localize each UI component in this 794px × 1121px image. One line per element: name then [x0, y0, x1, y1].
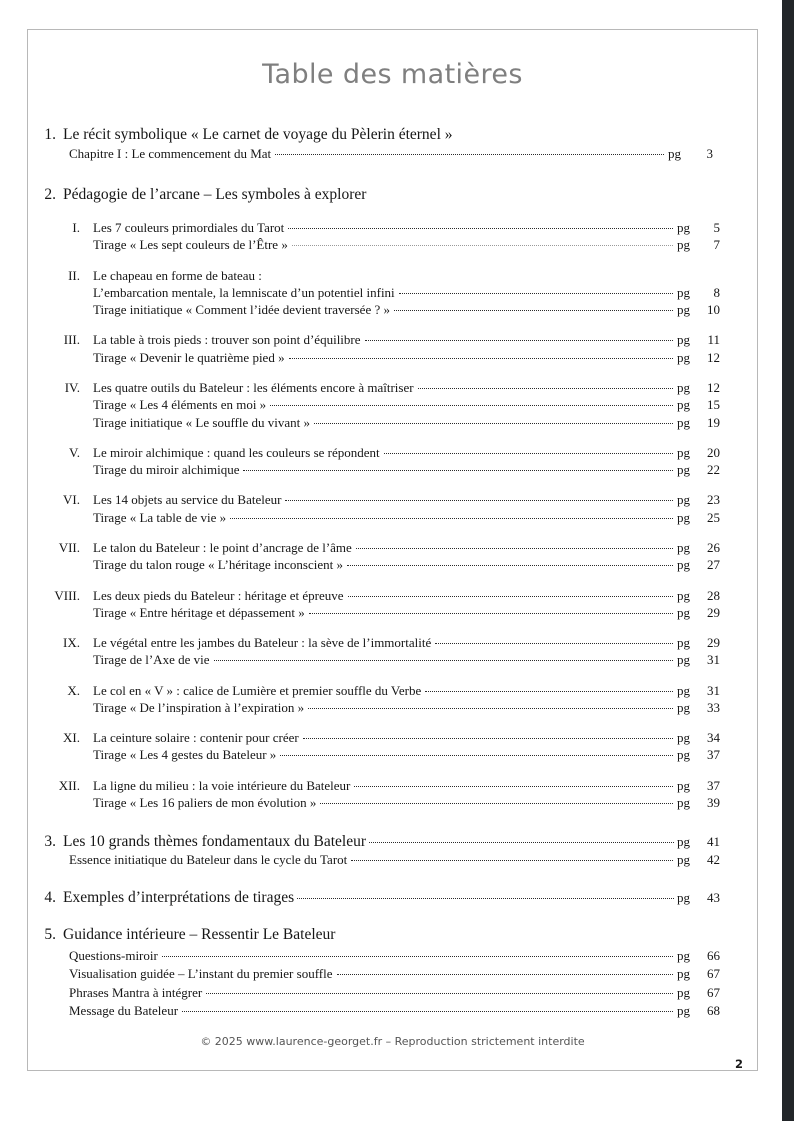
- page-number-value: 19: [707, 414, 720, 430]
- toc-entry-page: [677, 491, 720, 508]
- dot-leader: [369, 842, 674, 843]
- page-word: pg: [677, 889, 690, 905]
- toc-entry-label: Le chapeau en forme de bateau :: [93, 267, 262, 283]
- toc-entry[interactable]: [93, 682, 720, 699]
- page-number-value: 27: [707, 557, 720, 573]
- dot-leader: [289, 358, 673, 359]
- page-word: pg: [677, 332, 690, 348]
- toc-entry-page: [677, 587, 720, 604]
- page-word: pg: [677, 284, 690, 300]
- page-number-value: 3: [706, 146, 713, 161]
- toc-entry[interactable]: [93, 539, 720, 556]
- toc-entry[interactable]: [28, 146, 757, 162]
- toc-entry-label: Les quatre outils du Bateleur : les éléments encore à maîtriser: [93, 379, 414, 395]
- page-number-value: 67: [707, 984, 720, 1000]
- page-word: pg: [677, 492, 690, 508]
- dot-leader: [348, 596, 673, 597]
- toc-entry-page: [677, 947, 720, 965]
- toc-entry-label: La ligne du milieu : la voie intérieure du Bateleur: [93, 777, 351, 793]
- dot-leader: [275, 154, 664, 155]
- toc-entry[interactable]: [28, 1002, 757, 1020]
- dot-leader: [288, 228, 673, 229]
- toc-entry-label: Les 14 objets au service du Bateleur: [93, 492, 282, 508]
- list-item: [28, 777, 757, 812]
- toc-entry-label: Tirage du miroir alchimique: [93, 462, 240, 478]
- dot-leader: [308, 708, 673, 709]
- dot-leader: [347, 565, 673, 566]
- list-item: [28, 729, 757, 764]
- list-item: [28, 379, 757, 431]
- roman-numeral: XII.: [58, 777, 80, 793]
- section-number: 4.: [44, 888, 56, 906]
- toc-section-1: [28, 126, 757, 162]
- toc-entry-page: [677, 414, 720, 431]
- roman-item-lines: [80, 491, 757, 526]
- dot-leader: [337, 974, 673, 975]
- toc-entry-label: Tirage « Les sept couleurs de l’Être »: [93, 237, 288, 253]
- toc-entry-label: Tirage du talon rouge « L’héritage inconscient »: [93, 557, 343, 573]
- page-word: pg: [677, 237, 690, 253]
- page-word: pg: [677, 984, 690, 1000]
- toc-entry-label: Tirage « De l’inspiration à l’expiration »: [93, 699, 305, 715]
- dot-leader: [418, 388, 673, 389]
- section-title: Exemples d’interprétations de tirages: [63, 888, 295, 906]
- page-word: pg: [668, 146, 681, 161]
- toc-entry-label: Le col en « V » : calice de Lumière et premier souffle du Verbe: [93, 682, 422, 698]
- roman-numeral: IV.: [64, 379, 80, 395]
- page-number-value: 31: [707, 652, 720, 668]
- toc-entry-page: [677, 349, 720, 366]
- page-title: Table des matières: [262, 59, 523, 90]
- toc-entry[interactable]: [93, 284, 720, 301]
- toc-entry-label: Questions-miroir: [69, 947, 158, 963]
- page-word: pg: [677, 730, 690, 746]
- dot-leader: [435, 643, 673, 644]
- roman-item-lines: [80, 444, 757, 479]
- page-number-value: 29: [707, 604, 720, 620]
- list-item: [28, 444, 757, 479]
- toc-entry-label: Tirage initiatique « Le souffle du vivant »: [93, 414, 310, 430]
- page-word: pg: [677, 652, 690, 668]
- toc-entry-label: Les 7 couleurs primordiales du Tarot: [93, 220, 285, 235]
- section-title: Les 10 grands thèmes fondamentaux du Bateleur: [63, 833, 367, 851]
- section-heading: [28, 126, 757, 144]
- dot-leader: [285, 500, 673, 501]
- page-word: pg: [677, 699, 690, 715]
- toc-entry-page: [677, 890, 720, 906]
- toc-entry-page: [677, 777, 720, 794]
- toc-entry-page: [677, 729, 720, 746]
- page-word: pg: [677, 635, 690, 651]
- toc-entry[interactable]: [93, 604, 720, 621]
- page-number-value: 15: [707, 397, 720, 413]
- toc-entry[interactable]: [93, 746, 720, 763]
- toc-entry[interactable]: [28, 965, 757, 983]
- page-number-value: 12: [707, 349, 720, 365]
- toc-entry-page: [677, 331, 720, 348]
- toc-entry-label: Tirage de l’Axe de vie: [93, 652, 210, 668]
- dot-leader: [399, 293, 673, 294]
- toc-entry[interactable]: [93, 301, 720, 318]
- roman-item-lines: [80, 219, 757, 254]
- toc-entry-label: Tirage « Entre héritage et dépassement »: [93, 604, 305, 620]
- dot-leader: [320, 803, 673, 804]
- toc-entry-label: Tirage « Les 16 paliers de mon évolution »: [93, 795, 317, 811]
- list-item: [28, 219, 757, 254]
- roman-item-lines: [80, 539, 757, 574]
- page-number-value: 25: [707, 509, 720, 525]
- roman-numeral: II.: [68, 267, 80, 283]
- page-word: pg: [677, 509, 690, 525]
- roman-numeral: IX.: [63, 635, 80, 651]
- dot-leader: [280, 755, 673, 756]
- page-word: pg: [677, 557, 690, 573]
- dot-leader: [314, 423, 673, 424]
- page-number-value: 37: [707, 777, 720, 793]
- roman-numeral-list: [28, 219, 757, 811]
- roman-item-lines: [80, 729, 757, 764]
- document-page: [27, 29, 758, 1071]
- toc-entry-label: Essence initiatique du Bateleur dans le cycle du Tarot: [69, 852, 348, 868]
- page-number-value: 66: [707, 947, 720, 963]
- toc-entry[interactable]: [93, 699, 720, 716]
- toc-entry-page: [677, 379, 720, 396]
- page-number-value: 42: [707, 852, 720, 868]
- toc-entry-page: [677, 556, 720, 573]
- roman-item-lines: [80, 634, 757, 669]
- toc-entry-page: [677, 699, 720, 716]
- toc-entry-page: [677, 461, 720, 478]
- list-item: [28, 682, 757, 717]
- toc-entry[interactable]: [93, 236, 720, 253]
- page-number-value: 26: [707, 539, 720, 555]
- section-title: Pédagogie de l’arcane – Les symboles à explorer: [63, 186, 367, 203]
- toc-entry[interactable]: [93, 414, 720, 431]
- page-word: pg: [677, 747, 690, 763]
- page-number-value: 5: [713, 220, 720, 235]
- toc-entry-label: Le miroir alchimique : quand les couleurs se répondent: [93, 444, 380, 460]
- dot-leader: [230, 518, 673, 519]
- toc-entry-label: La table à trois pieds : trouver son point d’équilibre: [93, 332, 361, 348]
- dot-leader: [206, 993, 673, 994]
- page-number-value: 8: [713, 284, 720, 300]
- toc-entry-page: [677, 851, 720, 869]
- toc-entry-label: Tirage « Les 4 gestes du Bateleur »: [93, 747, 277, 763]
- roman-item-lines: [80, 587, 757, 622]
- dot-leader: [303, 738, 673, 739]
- roman-item-lines: [80, 331, 757, 366]
- toc-entry[interactable]: [93, 219, 720, 236]
- roman-numeral: VII.: [58, 539, 80, 555]
- toc-entry-label: Visualisation guidée – L’instant du premier souffle: [69, 966, 333, 982]
- page-word: pg: [677, 462, 690, 478]
- toc-entry-page: [677, 604, 720, 621]
- toc-entry-page: [677, 746, 720, 763]
- dot-leader: [354, 786, 673, 787]
- section-heading: [28, 186, 757, 204]
- page-word: pg: [677, 966, 690, 982]
- dot-leader: [270, 405, 673, 406]
- toc-entry-page: [677, 634, 720, 651]
- section-heading: [28, 926, 757, 944]
- toc-entry-label: Tirage « La table de vie »: [93, 509, 227, 525]
- section-number: 1.: [44, 126, 56, 143]
- page-number-value: 7: [713, 237, 720, 253]
- section-title: Guidance intérieure – Ressentir Le Bateleur: [63, 925, 336, 943]
- toc-entry-page: [677, 682, 720, 699]
- page-number-value: 23: [707, 492, 720, 508]
- dot-leader: [394, 310, 673, 311]
- toc-entry[interactable]: [93, 444, 720, 461]
- roman-numeral: VIII.: [54, 587, 80, 603]
- dot-leader: [292, 245, 673, 246]
- page-number-value: 67: [707, 966, 720, 982]
- section-heading[interactable]: [28, 889, 757, 907]
- page-number-value: 10: [707, 302, 720, 318]
- roman-item-lines: [80, 379, 757, 431]
- page-number-value: 31: [707, 682, 720, 698]
- roman-numeral: X.: [67, 682, 80, 698]
- dot-leader: [309, 613, 673, 614]
- page-footer: © 2025 www.laurence-georget.fr – Reproduction strictement interdite: [200, 1035, 585, 1048]
- roman-numeral: I.: [72, 220, 80, 235]
- roman-numeral: XI.: [63, 730, 80, 746]
- toc-entry[interactable]: [93, 379, 720, 396]
- toc-section-4: [28, 889, 757, 907]
- toc-entry-page: [677, 965, 720, 983]
- toc-entry[interactable]: [28, 947, 757, 965]
- toc-entry-page: [677, 794, 720, 811]
- toc-entry-label: Tirage « Devenir le quatrième pied »: [93, 349, 285, 365]
- toc-section-2: [28, 186, 757, 811]
- toc-entry[interactable]: [93, 461, 720, 478]
- toc-entry-label: Phrases Mantra à intégrer: [69, 984, 203, 1000]
- toc-entry-page: [677, 219, 720, 236]
- toc-entry[interactable]: [93, 396, 720, 413]
- section-number: 2.: [44, 186, 56, 203]
- dot-leader: [356, 548, 673, 549]
- toc-entry[interactable]: [28, 851, 757, 869]
- page-word: pg: [677, 1003, 690, 1019]
- toc-entry-label: Tirage initiatique « Comment l’idée devient traversée ? »: [93, 302, 390, 318]
- roman-item-lines: [80, 682, 757, 717]
- roman-numeral: V.: [69, 444, 80, 460]
- page-word: pg: [677, 379, 690, 395]
- toc-entry-label: Chapitre I : Le commencement du Mat: [69, 146, 272, 161]
- toc-entry-page: [677, 539, 720, 556]
- section-number: 3.: [44, 833, 56, 851]
- page-word: pg: [677, 604, 690, 620]
- page-word: pg: [677, 349, 690, 365]
- page-word: pg: [677, 947, 690, 963]
- section-title: Le récit symbolique « Le carnet de voyage du Pèlerin éternel »: [63, 126, 453, 143]
- toc-entry[interactable]: [93, 331, 720, 348]
- page-word: pg: [677, 539, 690, 555]
- list-item: [28, 587, 757, 622]
- dot-leader: [365, 340, 673, 341]
- toc-entry-page: [677, 1002, 720, 1020]
- dot-leader: [351, 860, 673, 861]
- toc-entry[interactable]: [93, 587, 720, 604]
- page-number-value: 39: [707, 795, 720, 811]
- toc-entry-label: L’embarcation mentale, la lemniscate d’un potentiel infini: [93, 284, 395, 300]
- list-item: [28, 634, 757, 669]
- page-number-value: 20: [707, 444, 720, 460]
- page-number-value: 12: [707, 379, 720, 395]
- page-word: pg: [677, 834, 690, 850]
- page-word: pg: [677, 852, 690, 868]
- toc-entry-label: La ceinture solaire : contenir pour créer: [93, 730, 299, 746]
- page-number-value: 22: [707, 462, 720, 478]
- roman-item-lines: [80, 267, 757, 319]
- list-item: [28, 267, 757, 319]
- toc-entry-page: [677, 396, 720, 413]
- page-word: pg: [677, 682, 690, 698]
- page-edge-strip: [782, 0, 794, 1121]
- toc-entry[interactable]: [93, 794, 720, 811]
- toc-entry[interactable]: [93, 729, 720, 746]
- toc-entry-page: [677, 236, 720, 253]
- toc-entry[interactable]: [93, 777, 720, 794]
- toc-entry-label: Tirage « Les 4 éléments en moi »: [93, 397, 267, 413]
- toc-entry[interactable]: [93, 556, 720, 573]
- page-number-value: 37: [707, 747, 720, 763]
- page-number-value: 41: [707, 834, 720, 850]
- page-number-value: 28: [707, 587, 720, 603]
- page-number-value: 34: [707, 730, 720, 746]
- page-word: pg: [677, 414, 690, 430]
- page-word: pg: [677, 302, 690, 318]
- table-of-contents: [28, 126, 757, 1021]
- dot-leader: [214, 660, 674, 661]
- toc-entry-label: Message du Bateleur: [69, 1003, 179, 1019]
- toc-entry[interactable]: [28, 984, 757, 1002]
- page-word: pg: [677, 795, 690, 811]
- roman-numeral: VI.: [63, 492, 80, 508]
- page-word: pg: [677, 397, 690, 413]
- dot-leader: [182, 1011, 673, 1012]
- page-number-value: 29: [707, 635, 720, 651]
- toc-entry-label: Le talon du Bateleur : le point d’ancrage de l’âme: [93, 539, 352, 555]
- dot-leader: [425, 691, 673, 692]
- toc-entry-page: [677, 301, 720, 318]
- page-word: pg: [677, 444, 690, 460]
- list-item: [28, 491, 757, 526]
- toc-entry[interactable]: [93, 491, 720, 508]
- section-heading[interactable]: [28, 833, 757, 851]
- toc-entry-label: Le végétal entre les jambes du Bateleur : la sève de l’immortalité: [93, 635, 432, 651]
- toc-entry[interactable]: [93, 349, 720, 366]
- dot-leader: [384, 453, 673, 454]
- page-number-value: 68: [707, 1003, 720, 1019]
- roman-numeral: III.: [63, 332, 80, 348]
- toc-entry[interactable]: [93, 651, 720, 668]
- toc-entry-page: [677, 834, 720, 850]
- page-word: pg: [677, 220, 690, 235]
- toc-entry-page: [677, 651, 720, 668]
- toc-entry-label: Les deux pieds du Bateleur : héritage et épreuve: [93, 587, 344, 603]
- section-number: 5.: [44, 925, 56, 943]
- list-item: [28, 331, 757, 366]
- toc-entry-page: [668, 146, 713, 162]
- dot-leader: [243, 470, 673, 471]
- page-word: pg: [677, 587, 690, 603]
- toc-entry-page: [677, 984, 720, 1002]
- page-number: 2: [734, 1057, 743, 1071]
- page-word: pg: [677, 777, 690, 793]
- toc-section-3: [28, 833, 757, 869]
- page-number-value: 43: [707, 889, 720, 905]
- page-number-value: 11: [707, 332, 720, 348]
- dot-leader: [162, 956, 673, 957]
- toc-entry-page: [677, 509, 720, 526]
- dot-leader: [297, 898, 674, 899]
- toc-entry-page: [677, 284, 720, 301]
- roman-item-lines: [80, 777, 757, 812]
- toc-entry[interactable]: [93, 509, 720, 526]
- page-number-value: 33: [707, 699, 720, 715]
- toc-entry[interactable]: [93, 634, 720, 651]
- toc-section-5: [28, 926, 757, 1021]
- toc-entry-page: [677, 444, 720, 461]
- list-item: [28, 539, 757, 574]
